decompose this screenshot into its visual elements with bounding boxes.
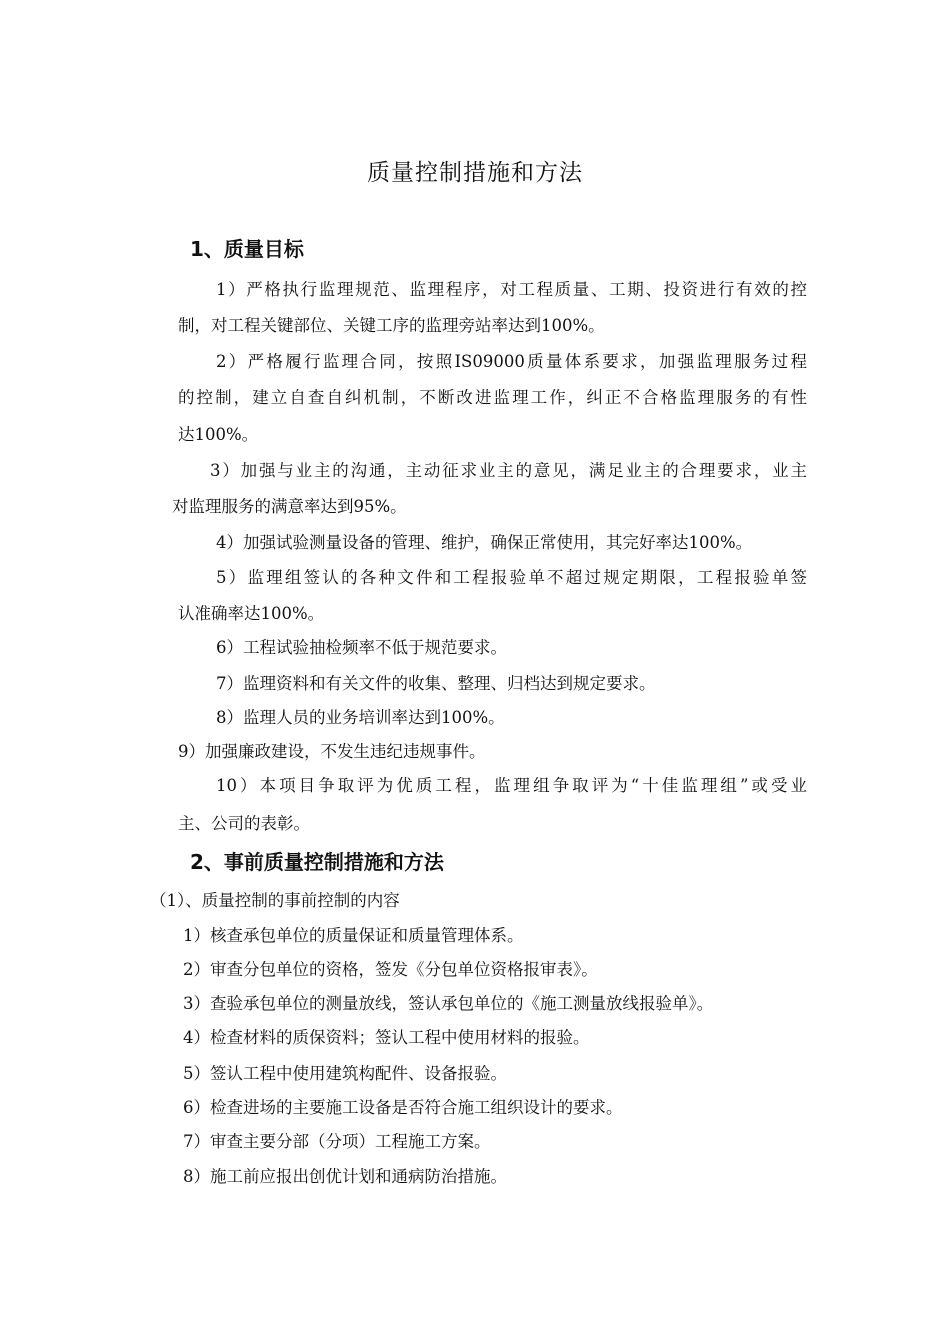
section-2-item-8: 8）施工前应报出创优计划和通病防治措施。 [183,1167,507,1186]
section-1-item-4-line-1: 4）加强试验测量设备的管理、维护，确保正常使用，其完好率达100%。 [216,533,753,552]
section-1-heading: 1、质量目标 [190,237,304,261]
section-1-item-1-line-1: 1）严格执行监理规范、监理程序，对工程质量、工期、投资进行有效的控 [216,280,807,299]
section-1-item-5-line-1: 5）监理组签认的各种文件和工程报验单不超过规定期限，工程报验单签 [216,568,807,587]
section-1-item-6-line-1: 6）工程试验抽检频率不低于规范要求。 [216,638,507,657]
section-2-item-4: 4）检查材料的质保资料；签认工程中使用材料的报验。 [183,1028,590,1047]
section-1-item-1-line-2: 制，对工程关键部位、关键工序的监理旁站率达到100%。 [178,316,605,335]
section-1-item-9-line-1: 9）加强廉政建设，不发生违纪违规事件。 [178,742,486,761]
document-title: 质量控制措施和方法 [367,160,583,186]
section-1-item-3-line-1: 3）加强与业主的沟通，主动征求业主的意见，满足业主的合理要求，业主 [210,461,807,480]
section-1-item-5-line-2: 认准确率达100%。 [178,604,325,623]
section-2-heading: 2、事前质量控制措施和方法 [190,850,444,874]
section-2-item-5: 5）签认工程中使用建筑构配件、设备报验。 [183,1064,507,1083]
section-2-item-6: 6）检查进场的主要施工设备是否符合施工组织设计的要求。 [183,1098,623,1117]
section-1-item-7-line-1: 7）监理资料和有关文件的收集、整理、归档达到规定要求。 [216,674,656,693]
section-1-item-10-line-1: 10）本项目争取评为优质工程，监理组争取评为“十佳监理组”或受业 [216,776,807,795]
section-1-item-2-line-1: 2）严格履行监理合同，按照IS09000质量体系要求，加强监理服务过程 [216,352,807,371]
section-1-item-8-line-1: 8）监理人员的业务培训率达到100%。 [216,708,505,727]
section-2-item-2: 2）审查分包单位的资格，签发《分包单位资格报审表》。 [183,960,598,979]
section-2-item-1: 1）核查承包单位的质量保证和质量管理体系。 [183,926,524,945]
section-2-item-3: 3）查验承包单位的测量放线，签认承包单位的《施工测量放线报验单》。 [183,994,714,1013]
section-1-item-3-line-2: 对监理服务的满意率达到95%。 [172,497,407,516]
section-2-subheading: （1）、质量控制的事前控制的内容 [150,891,400,910]
section-1-item-10-line-2: 主、公司的表彰。 [178,814,310,833]
section-1-item-2-line-3: 达100%。 [178,425,259,444]
section-1-item-2-line-2: 的控制，建立自查自纠机制，不断改进监理工作，纠正不合格监理服务的有性 [178,388,807,407]
section-2-item-7: 7）审查主要分部（分项）工程施工方案。 [183,1132,491,1151]
